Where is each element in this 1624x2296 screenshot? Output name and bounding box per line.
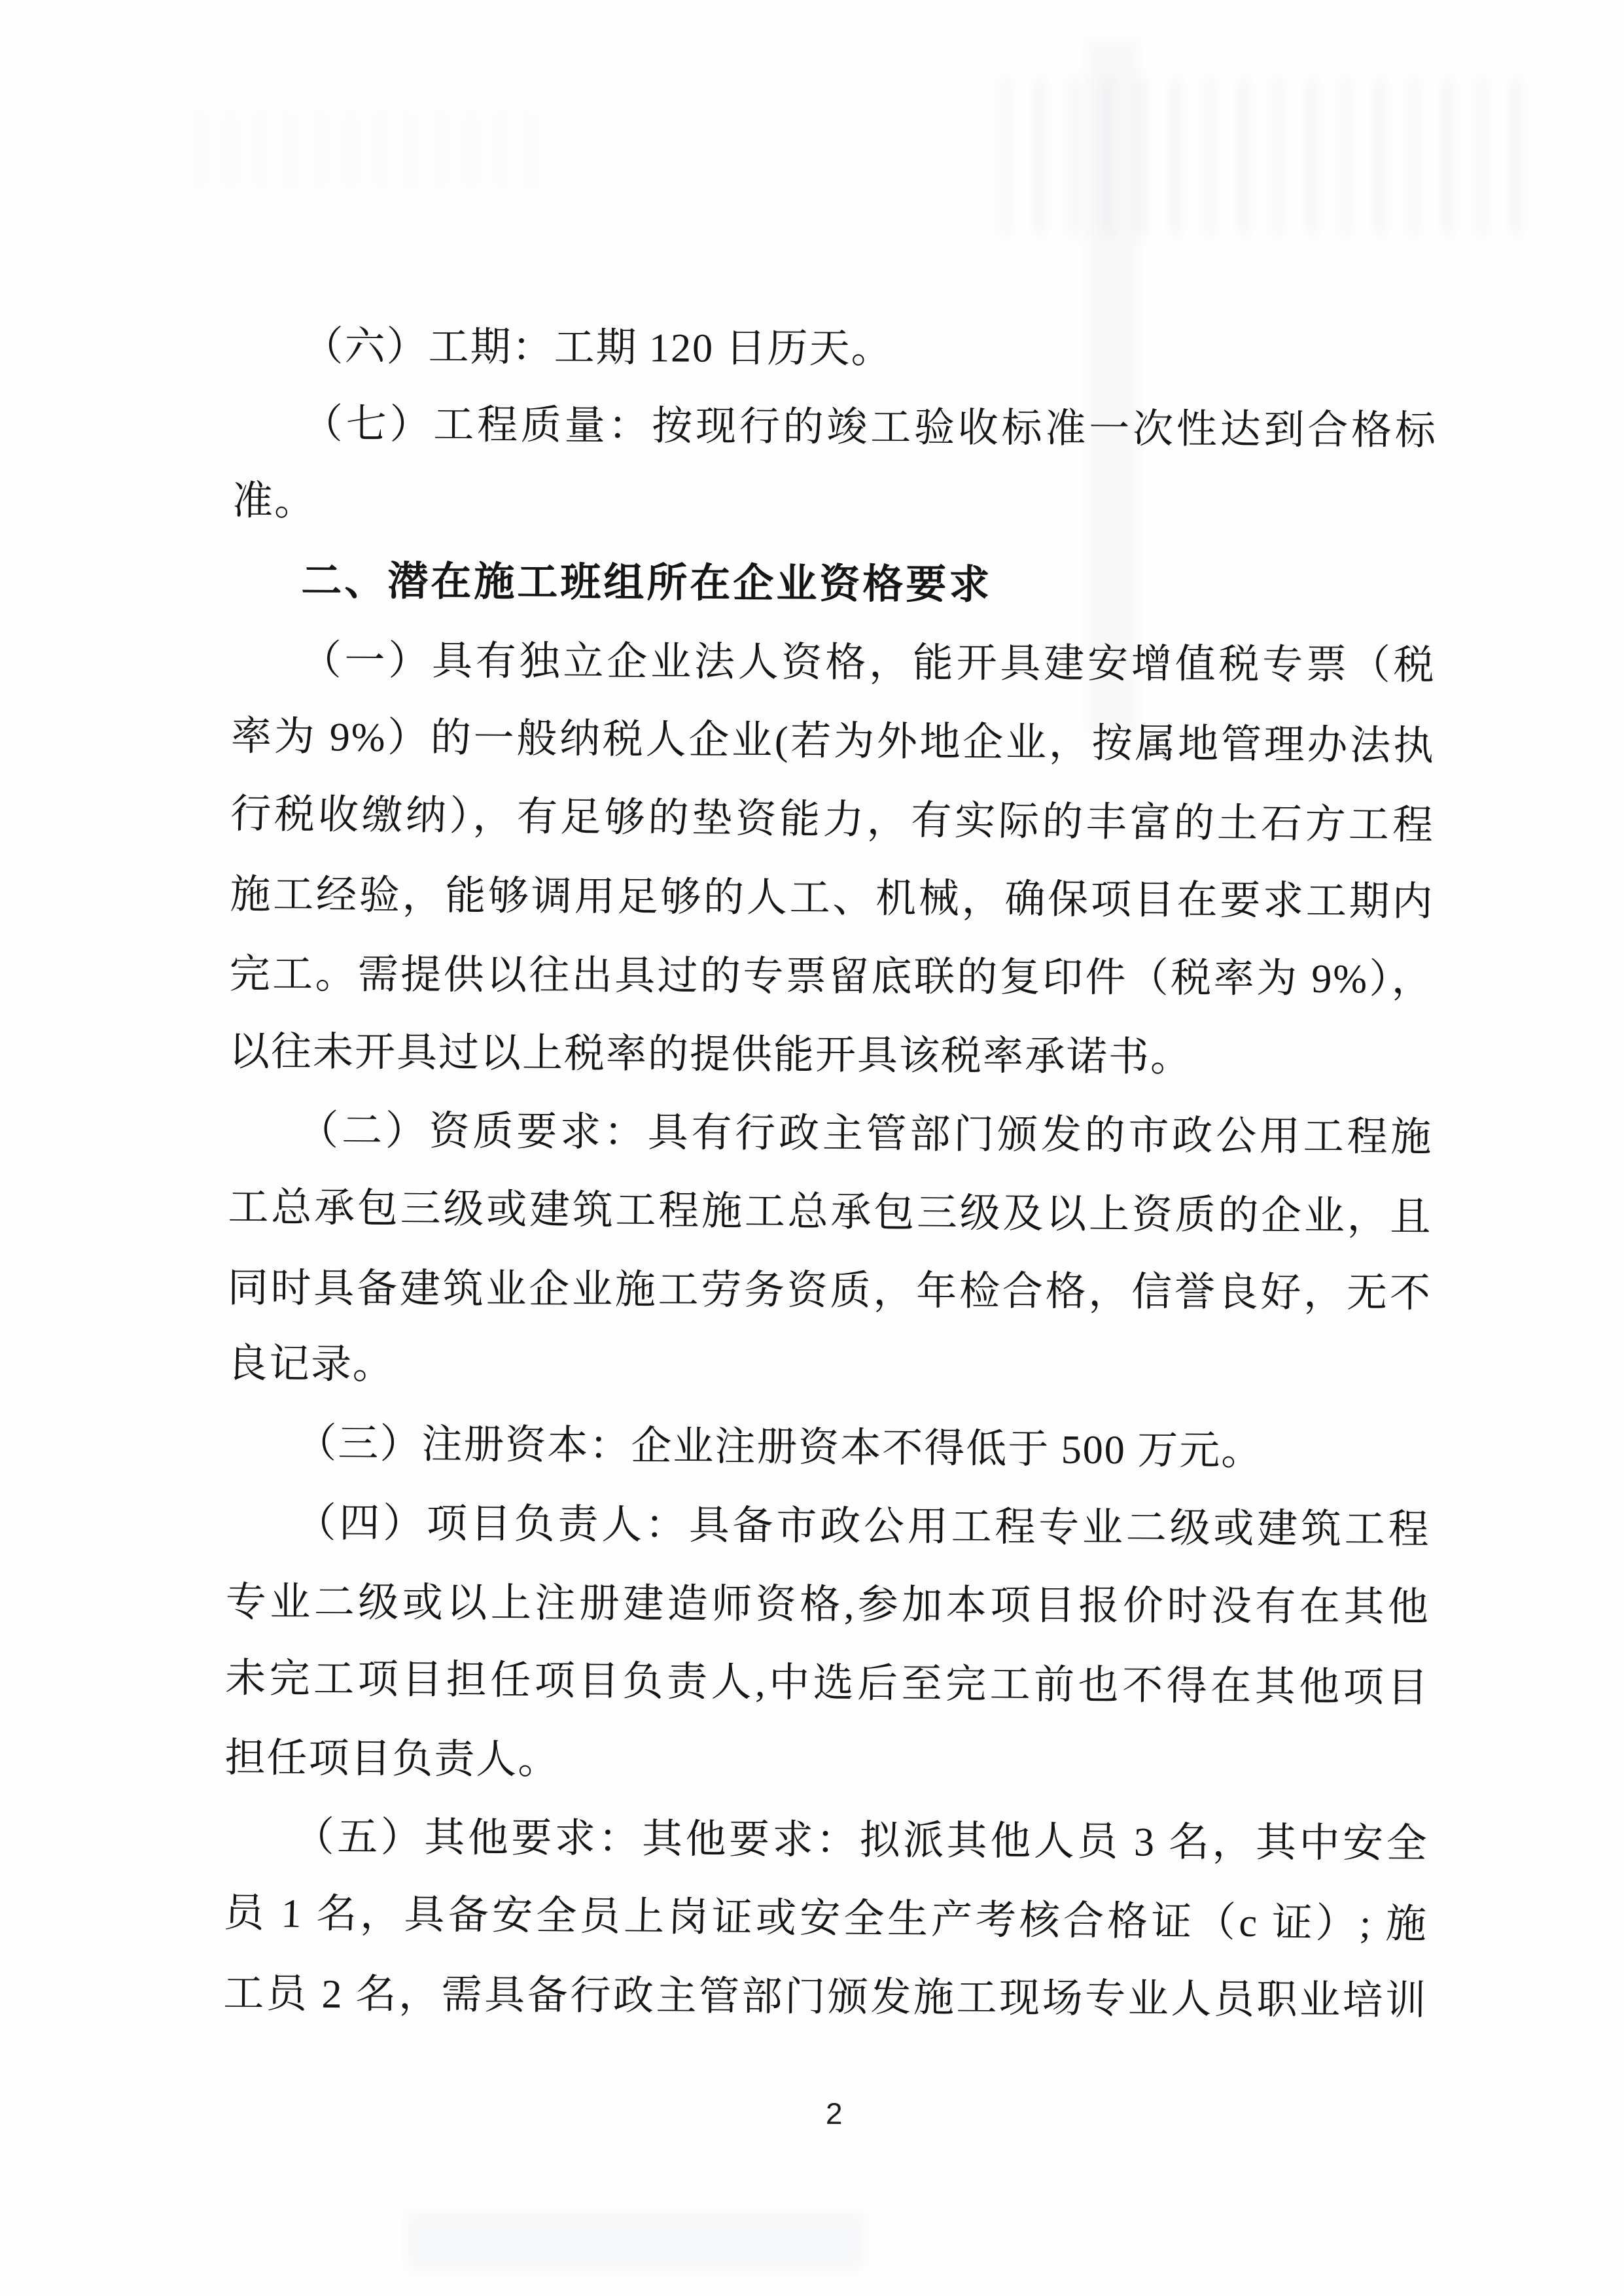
paragraph-line: 工总承包三级或建筑工程施工总承包三级及以上资质的企业，且 — [228, 1185, 1432, 1240]
scan-bleedthrough-artifact — [196, 111, 537, 190]
paragraph-line: （一）具有独立企业法人资格，能开具建安增值税专票（税 — [300, 638, 1436, 688]
paragraph-line: （五）其他要求：其他要求：拟派其他人员 3 名，其中安全 — [293, 1815, 1428, 1867]
paragraph-line: 率为 9%）的一般纳税人企业(若为外地企业，按属地管理办法执 — [230, 714, 1436, 769]
scan-smudge-artifact — [406, 2211, 864, 2270]
paragraph-line: （二）资质要求：具有行政主管部门颁发的市政公用工程施 — [298, 1108, 1433, 1160]
paragraph-line: 施工经验，能够调用足够的人工、机械，确保项目在要求工期内 — [230, 872, 1434, 925]
paragraph-line: 行税收缴纳），有足够的垫资能力，有实际的丰富的土石方工程 — [230, 791, 1436, 848]
paragraph-line: 员 1 名，具备安全员上岗证或安全生产考核合格证（c 证）; 施 — [222, 1890, 1428, 1947]
paragraph-line: 以往未开具过以上税率的提供能开具该税率承诺书。 — [228, 1029, 1193, 1080]
paragraph-line: 良记录。 — [226, 1341, 396, 1388]
section-heading: 二、潜在施工班组所在企业资格要求 — [301, 558, 993, 608]
paragraph-line: 完工。需提供以往出具过的专票留底联的复印件（税率为 9%）， — [229, 952, 1434, 1002]
paragraph-line: 准。 — [232, 479, 317, 525]
paragraph-line: （三）注册资本：企业注册资本不得低于 500 万元。 — [296, 1421, 1263, 1474]
page-number: 2 — [825, 2096, 843, 2131]
paragraph-line: 专业二级或以上注册建造师资格,参加本项目报价时没有在其他 — [225, 1580, 1430, 1630]
paragraph-line: （七）工程质量：按现行的竣工验收标准一次性达到合格标 — [302, 402, 1438, 454]
paragraph-line: 担任项目负责人。 — [224, 1735, 560, 1783]
paragraph-line: 工员 2 名，需具备行政主管部门颁发施工现场专业人员职业培训 — [223, 1971, 1428, 2024]
paragraph-line: （四）项目负责人：具备市政公用工程专业二级或建筑工程 — [295, 1501, 1430, 1553]
paragraph-line: （六）工期：工期 120 日历天。 — [302, 324, 893, 372]
paragraph-line: 未完工项目担任项目负责人,中选后至完工前也不得在其他项目 — [224, 1656, 1430, 1711]
scan-bleedthrough-artifact — [1001, 78, 1544, 235]
document-body — [223, 306, 1438, 2040]
paragraph-line: 同时具备建筑业企业施工劳务资质，年检合格，信誉良好，无不 — [227, 1266, 1432, 1316]
